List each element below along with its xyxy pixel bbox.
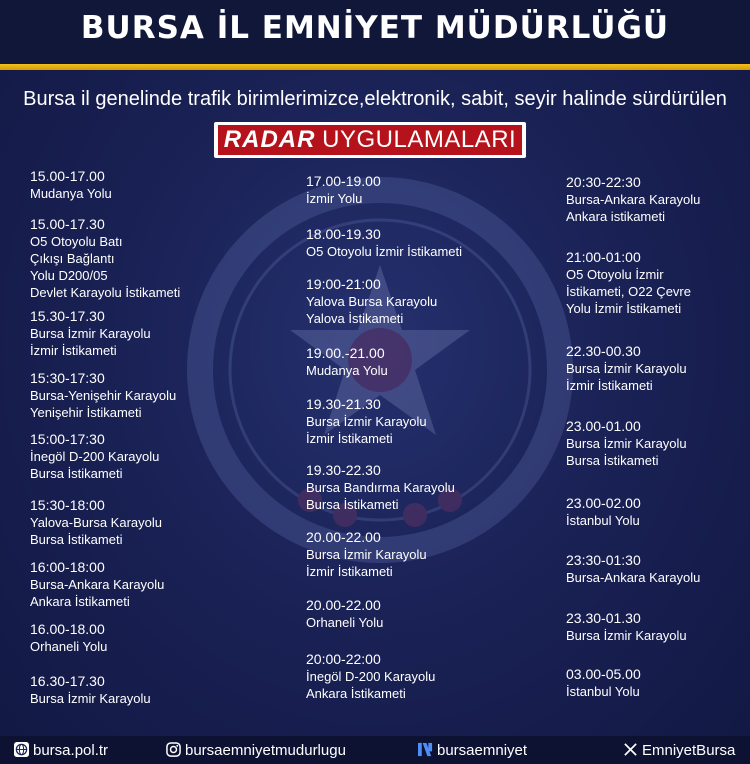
schedule-entry — [306, 597, 383, 631]
entry-location: Bursa-Ankara Karayolu — [566, 570, 701, 585]
entry-time: 20:00-22:00 — [306, 651, 381, 667]
entry-location: İnegöl D-200 Karayolu — [30, 449, 160, 464]
entry-location: Ankara istikameti — [566, 209, 665, 224]
entry-time: 19.00.-21.00 — [306, 345, 385, 361]
schedule-entry — [30, 370, 176, 421]
entry-location: Bursa-Ankara Karayolu — [30, 577, 165, 592]
schedule-entry — [30, 431, 159, 482]
globe-icon — [14, 742, 29, 757]
entry-location: Bursa-Yenişehir Karayolu — [30, 388, 177, 403]
entry-location: O5 Otoyolu İzmir İstikameti — [306, 244, 463, 259]
schedule-entry — [30, 216, 180, 301]
entry-location: Bursa İzmir Karayolu — [306, 547, 427, 562]
entry-location: İstikameti, O22 Çevre — [566, 284, 691, 299]
schedule-entry — [566, 552, 700, 586]
entry-location: Yalova-Bursa Karayolu — [30, 515, 162, 530]
schedule-entry — [306, 462, 455, 513]
entry-location: Yolu İzmir İstikameti — [566, 301, 682, 316]
entry-time: 20:30-22:30 — [566, 174, 641, 190]
footer-nsosyal-text: bursaemniyet — [437, 742, 528, 759]
schedule-entry — [566, 343, 687, 394]
schedule-entry — [566, 249, 691, 317]
entry-location: Bursa İzmir Karayolu — [566, 628, 687, 643]
entry-time: 23.30-01.30 — [566, 610, 641, 626]
entry-location: Bursa İzmir Karayolu — [566, 361, 687, 376]
entry-location: Bursa İstikameti — [306, 497, 399, 512]
schedule-entry — [306, 276, 437, 327]
entry-location: Bursa İstikameti — [566, 453, 659, 468]
entry-location: Devlet Karayolu İstikameti — [30, 285, 181, 300]
entry-location: İzmir İstikameti — [566, 378, 653, 393]
schedule-entry — [30, 308, 151, 359]
schedule-entry — [30, 168, 112, 202]
entry-location: Orhaneli Yolu — [306, 615, 384, 630]
entry-location: İzmir İstikameti — [30, 343, 117, 358]
schedule-entry — [306, 529, 427, 580]
entry-time: 15:30-18:00 — [30, 497, 105, 513]
entry-location: İstanbul Yolu — [566, 513, 640, 528]
entry-location: İnegöl D-200 Karayolu — [306, 669, 436, 684]
entry-location: Bursa İzmir Karayolu — [566, 436, 687, 451]
entry-location: İstanbul Yolu — [566, 684, 640, 699]
schedule-entry — [306, 651, 435, 702]
x-icon — [623, 742, 638, 757]
entry-time: 03.00-05.00 — [566, 666, 641, 682]
entry-location: İzmir İstikameti — [306, 431, 393, 446]
entry-time: 16.30-17.30 — [30, 673, 105, 689]
entry-time: 15.00-17.00 — [30, 168, 105, 184]
page-title: BURSA İL EMNİYET MÜDÜRLÜĞÜ — [80, 10, 670, 46]
entry-location: Bursa Bandırma Karayolu — [306, 480, 455, 495]
entry-time: 23.00-01.00 — [566, 418, 641, 434]
entry-location: Bursa-Ankara Karayolu — [566, 192, 701, 207]
entry-time: 22.30-00.30 — [566, 343, 641, 359]
entry-location: Bursa İstikameti — [30, 532, 123, 547]
footer-instagram-text: bursaemniyetmudurlugu — [185, 742, 346, 759]
entry-time: 23:30-01:30 — [566, 552, 641, 568]
schedule-entry — [306, 345, 388, 379]
entry-time: 16:00-18:00 — [30, 559, 105, 575]
entry-location: Yalova Bursa Karayolu — [306, 294, 438, 309]
entry-time: 15.00-17.30 — [30, 216, 105, 232]
entry-time: 19.30-22.30 — [306, 462, 381, 478]
entry-location: İzmir İstikameti — [306, 564, 393, 579]
entry-time: 20.00-22.00 — [306, 597, 381, 613]
schedule-entry — [306, 396, 427, 447]
footer-nsosyal[interactable] — [418, 742, 527, 759]
entry-location: Bursa İzmir Karayolu — [306, 414, 427, 429]
schedule-entry — [566, 495, 641, 529]
entry-location: Orhaneli Yolu — [30, 639, 108, 654]
entry-time: 21:00-01:00 — [566, 249, 641, 265]
entry-location: Yalova İstikameti — [306, 311, 404, 326]
entry-time: 15.30-17.30 — [30, 308, 105, 324]
entry-location: Mudanya Yolu — [30, 186, 112, 201]
schedule-entry — [306, 173, 381, 207]
footer-web[interactable] — [14, 742, 108, 759]
entry-location: Yenişehir İstikameti — [30, 405, 142, 420]
schedule-entry — [30, 497, 162, 548]
entry-location: Çıkışı Bağlantı — [30, 251, 115, 266]
entry-time: 15:30-17:30 — [30, 370, 105, 386]
footer-x[interactable] — [623, 742, 735, 759]
schedule-entry — [566, 418, 687, 469]
schedule-entry — [566, 174, 700, 225]
schedule-entry — [30, 559, 164, 610]
entry-location: Ankara İstikameti — [30, 594, 130, 609]
entry-location: İzmir Yolu — [306, 191, 363, 206]
entry-time: 17.00-19.00 — [306, 173, 381, 189]
entry-time: 19.30-21.30 — [306, 396, 381, 412]
entry-location: Bursa İzmir Karayolu — [30, 691, 151, 706]
entry-time: 15:00-17:30 — [30, 431, 105, 447]
schedule-entry — [30, 673, 151, 707]
entry-time: 16.00-18.00 — [30, 621, 105, 637]
entry-location: O5 Otoyolu Batı — [30, 234, 123, 249]
nsosyal-icon — [418, 742, 433, 757]
schedule-entry — [306, 226, 462, 260]
entry-location: O5 Otoyolu İzmir — [566, 267, 664, 282]
entry-location: Ankara İstikameti — [306, 686, 406, 701]
entry-time: 23.00-02.00 — [566, 495, 641, 511]
footer-web-text: bursa.pol.tr — [33, 742, 109, 759]
entry-location: Bursa İzmir Karayolu — [30, 326, 151, 341]
entry-time: 19:00-21:00 — [306, 276, 381, 292]
schedule-entry — [30, 621, 107, 655]
schedule-entry — [566, 666, 641, 700]
instagram-icon — [166, 742, 181, 757]
gold-divider — [0, 64, 750, 70]
entry-time: 18.00-19.30 — [306, 226, 381, 242]
subtitle: Bursa il genelinde trafik birimlerimizce,elektronik, sabit, seyir halinde sürdürülen — [23, 88, 727, 110]
entry-location: Yolu D200/05 — [30, 268, 108, 283]
footer-x-text: EmniyetBursa — [642, 742, 736, 759]
entry-location: Bursa İstikameti — [30, 466, 123, 481]
footer-instagram[interactable] — [166, 742, 346, 759]
schedule-entry — [566, 610, 687, 644]
radar-banner — [214, 122, 526, 158]
radar-bold-text: RADAR — [223, 126, 316, 153]
entry-location: Mudanya Yolu — [306, 363, 388, 378]
radar-rest-text: UYGULAMALARI — [322, 126, 517, 153]
entry-time: 20.00-22.00 — [306, 529, 381, 545]
